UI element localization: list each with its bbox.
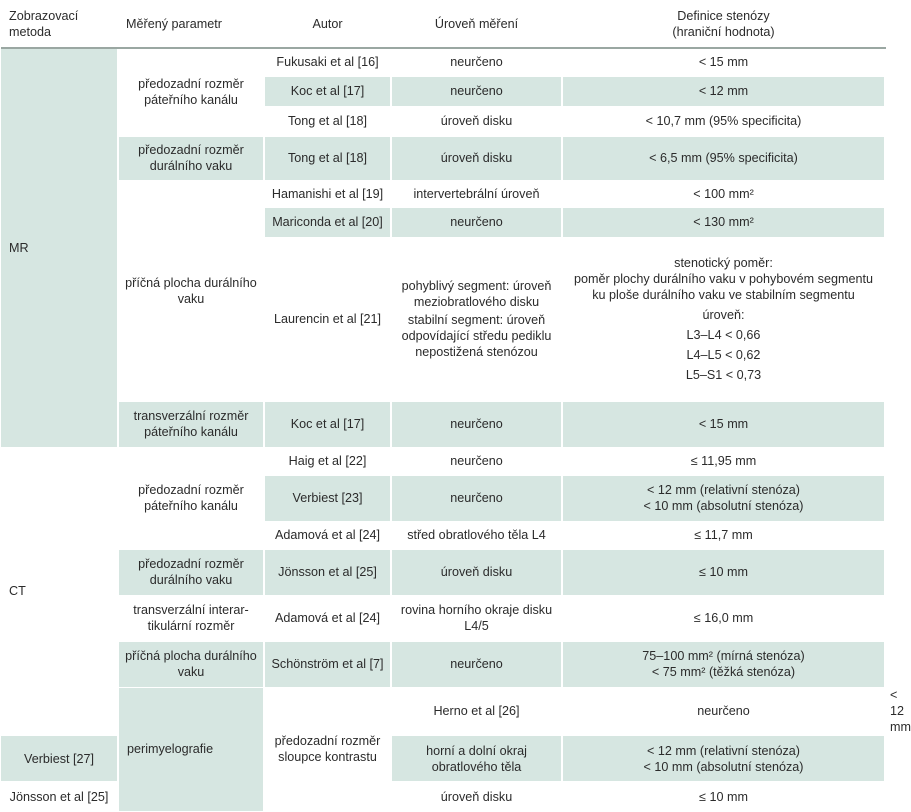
level-cell: neurčeno	[391, 48, 562, 76]
author-cell: Fukusaki et al [16]	[264, 48, 391, 76]
level-cell	[391, 237, 562, 401]
param-cell: transverzální interar-tikulární rozměr	[118, 595, 264, 641]
author-cell: Verbiest [27]	[1, 736, 118, 782]
header-definition: Definice stenózy (hraniční hodnota)	[562, 1, 885, 48]
definition-cell: ≤ 10 mm	[562, 782, 885, 812]
header-parameter: Měřený parametr	[118, 1, 264, 48]
table-row	[1, 549, 885, 595]
level-cell: neurčeno	[391, 207, 562, 237]
header-level: Úroveň měření	[391, 1, 562, 48]
level-moving-segment: pohyblivý segment: úroveň meziobratlového disku	[401, 279, 552, 309]
author-cell: Koc et al [17]	[264, 401, 391, 447]
level-cell: střed obratlového těla L4	[391, 521, 562, 549]
header-author: Autor	[264, 1, 391, 48]
author-cell: Tong et al [18]	[264, 136, 391, 180]
definition-cell: < 15 mm	[562, 48, 885, 76]
author-cell: Haig et al [22]	[264, 447, 391, 475]
author-cell: Verbiest [23]	[264, 475, 391, 521]
level-cell: horní a dolní okraj obratlového těla	[391, 736, 562, 782]
table-header-row	[1, 1, 885, 48]
definition-cell: < 100 mm²	[562, 180, 885, 207]
table-row	[1, 180, 885, 207]
author-cell: Herno et al [26]	[391, 687, 562, 736]
definition-cell: 75–100 mm² (mírná stenóza) < 75 mm² (těžká stenóza)	[562, 641, 885, 687]
level-cell: úroveň disku	[391, 106, 562, 136]
definition-cell: < 12 mm (relativní stenóza) < 10 mm (absolutní stenóza)	[562, 736, 885, 782]
table-row	[1, 136, 885, 180]
level-cell: neurčeno	[391, 401, 562, 447]
param-cell: předozadní rozměr páteřního kanálu	[118, 447, 264, 549]
def-title: stenotický poměr:	[674, 256, 773, 270]
level-cell: neurčeno	[391, 641, 562, 687]
author-cell: Jönsson et al [25]	[264, 549, 391, 595]
definition-cell: ≤ 11,95 mm	[562, 447, 885, 475]
table-row	[1, 595, 885, 641]
def-l5-s1: L5–S1 < 0,73	[685, 368, 762, 382]
author-cell: Tong et al [18]	[264, 106, 391, 136]
param-cell: transverzální rozměr páteřního kanálu	[118, 401, 264, 447]
definition-cell: < 15 mm	[562, 401, 885, 447]
table-row	[1, 48, 885, 76]
author-cell: Adamová et al [24]	[264, 595, 391, 641]
author-cell: Koc et al [17]	[264, 76, 391, 106]
author-cell: Schönström et al [7]	[264, 641, 391, 687]
param-cell: příčná plocha durálního vaku	[118, 180, 264, 401]
table-row	[1, 401, 885, 447]
level-stable-segment: stabilní segment: úroveň odpovídající středu pediklu nepostižená stenózou	[401, 313, 552, 359]
level-cell: neurčeno	[391, 76, 562, 106]
author-cell: Hamanishi et al [19]	[264, 180, 391, 207]
level-cell: intervertebrální úroveň	[391, 180, 562, 207]
level-cell: neurčeno	[391, 447, 562, 475]
definition-cell: ≤ 11,7 mm	[562, 521, 885, 549]
author-cell: Jönsson et al [25]	[1, 782, 118, 812]
level-cell: neurčeno	[562, 687, 885, 736]
method-perimyelography: perimyelografie	[118, 687, 264, 812]
level-cell: úroveň disku	[391, 782, 562, 812]
level-cell: úroveň disku	[391, 549, 562, 595]
definition-cell	[562, 237, 885, 401]
def-level-label: úroveň:	[702, 308, 745, 322]
def-l4-l5: L4–L5 < 0,62	[686, 348, 761, 362]
table-row	[1, 447, 885, 475]
level-cell: rovina horního okraje disku L4/5	[391, 595, 562, 641]
level-cell: neurčeno	[391, 475, 562, 521]
author-cell: Mariconda et al [20]	[264, 207, 391, 237]
definition-cell: < 12 mm (relativní stenóza) < 10 mm (absolutní stenóza)	[562, 475, 885, 521]
definition-cell: < 10,7 mm (95% specificita)	[562, 106, 885, 136]
author-cell: Adamová et al [24]	[264, 521, 391, 549]
definition-cell: < 12 mm	[562, 76, 885, 106]
header-method: Zobrazovací metoda	[1, 1, 118, 48]
param-cell: předozadní rozměr durálního vaku	[118, 136, 264, 180]
table-row	[1, 641, 885, 687]
param-cell: příčná plocha durálního vaku	[118, 641, 264, 687]
level-cell: úroveň disku	[391, 136, 562, 180]
def-l3-l4: L3–L4 < 0,66	[686, 328, 761, 342]
stenosis-definitions-table	[1, 1, 911, 812]
param-cell: předozadní rozměr sloupce kontrastu	[264, 687, 391, 812]
definition-cell: ≤ 16,0 mm	[562, 595, 885, 641]
param-cell: předozadní rozměr durálního vaku	[118, 549, 264, 595]
def-description: poměr plochy durálního vaku v pohybovém segmentu ku ploše durálního vaku ve stabilním segmentu	[574, 272, 873, 302]
method-ct: CT	[1, 447, 118, 736]
definition-cell: < 130 mm²	[562, 207, 885, 237]
table-row: perimyelografie předozadní rozměr sloupce kontrastu Herno et al [26] neurčeno < 12 mm	[1, 687, 885, 736]
method-mr: MR	[1, 48, 118, 447]
author-cell: Laurencin et al [21]	[264, 237, 391, 401]
param-cell: předozadní rozměr páteřního kanálu	[118, 48, 264, 136]
definition-cell: < 6,5 mm (95% specificita)	[562, 136, 885, 180]
definition-cell: ≤ 10 mm	[562, 549, 885, 595]
